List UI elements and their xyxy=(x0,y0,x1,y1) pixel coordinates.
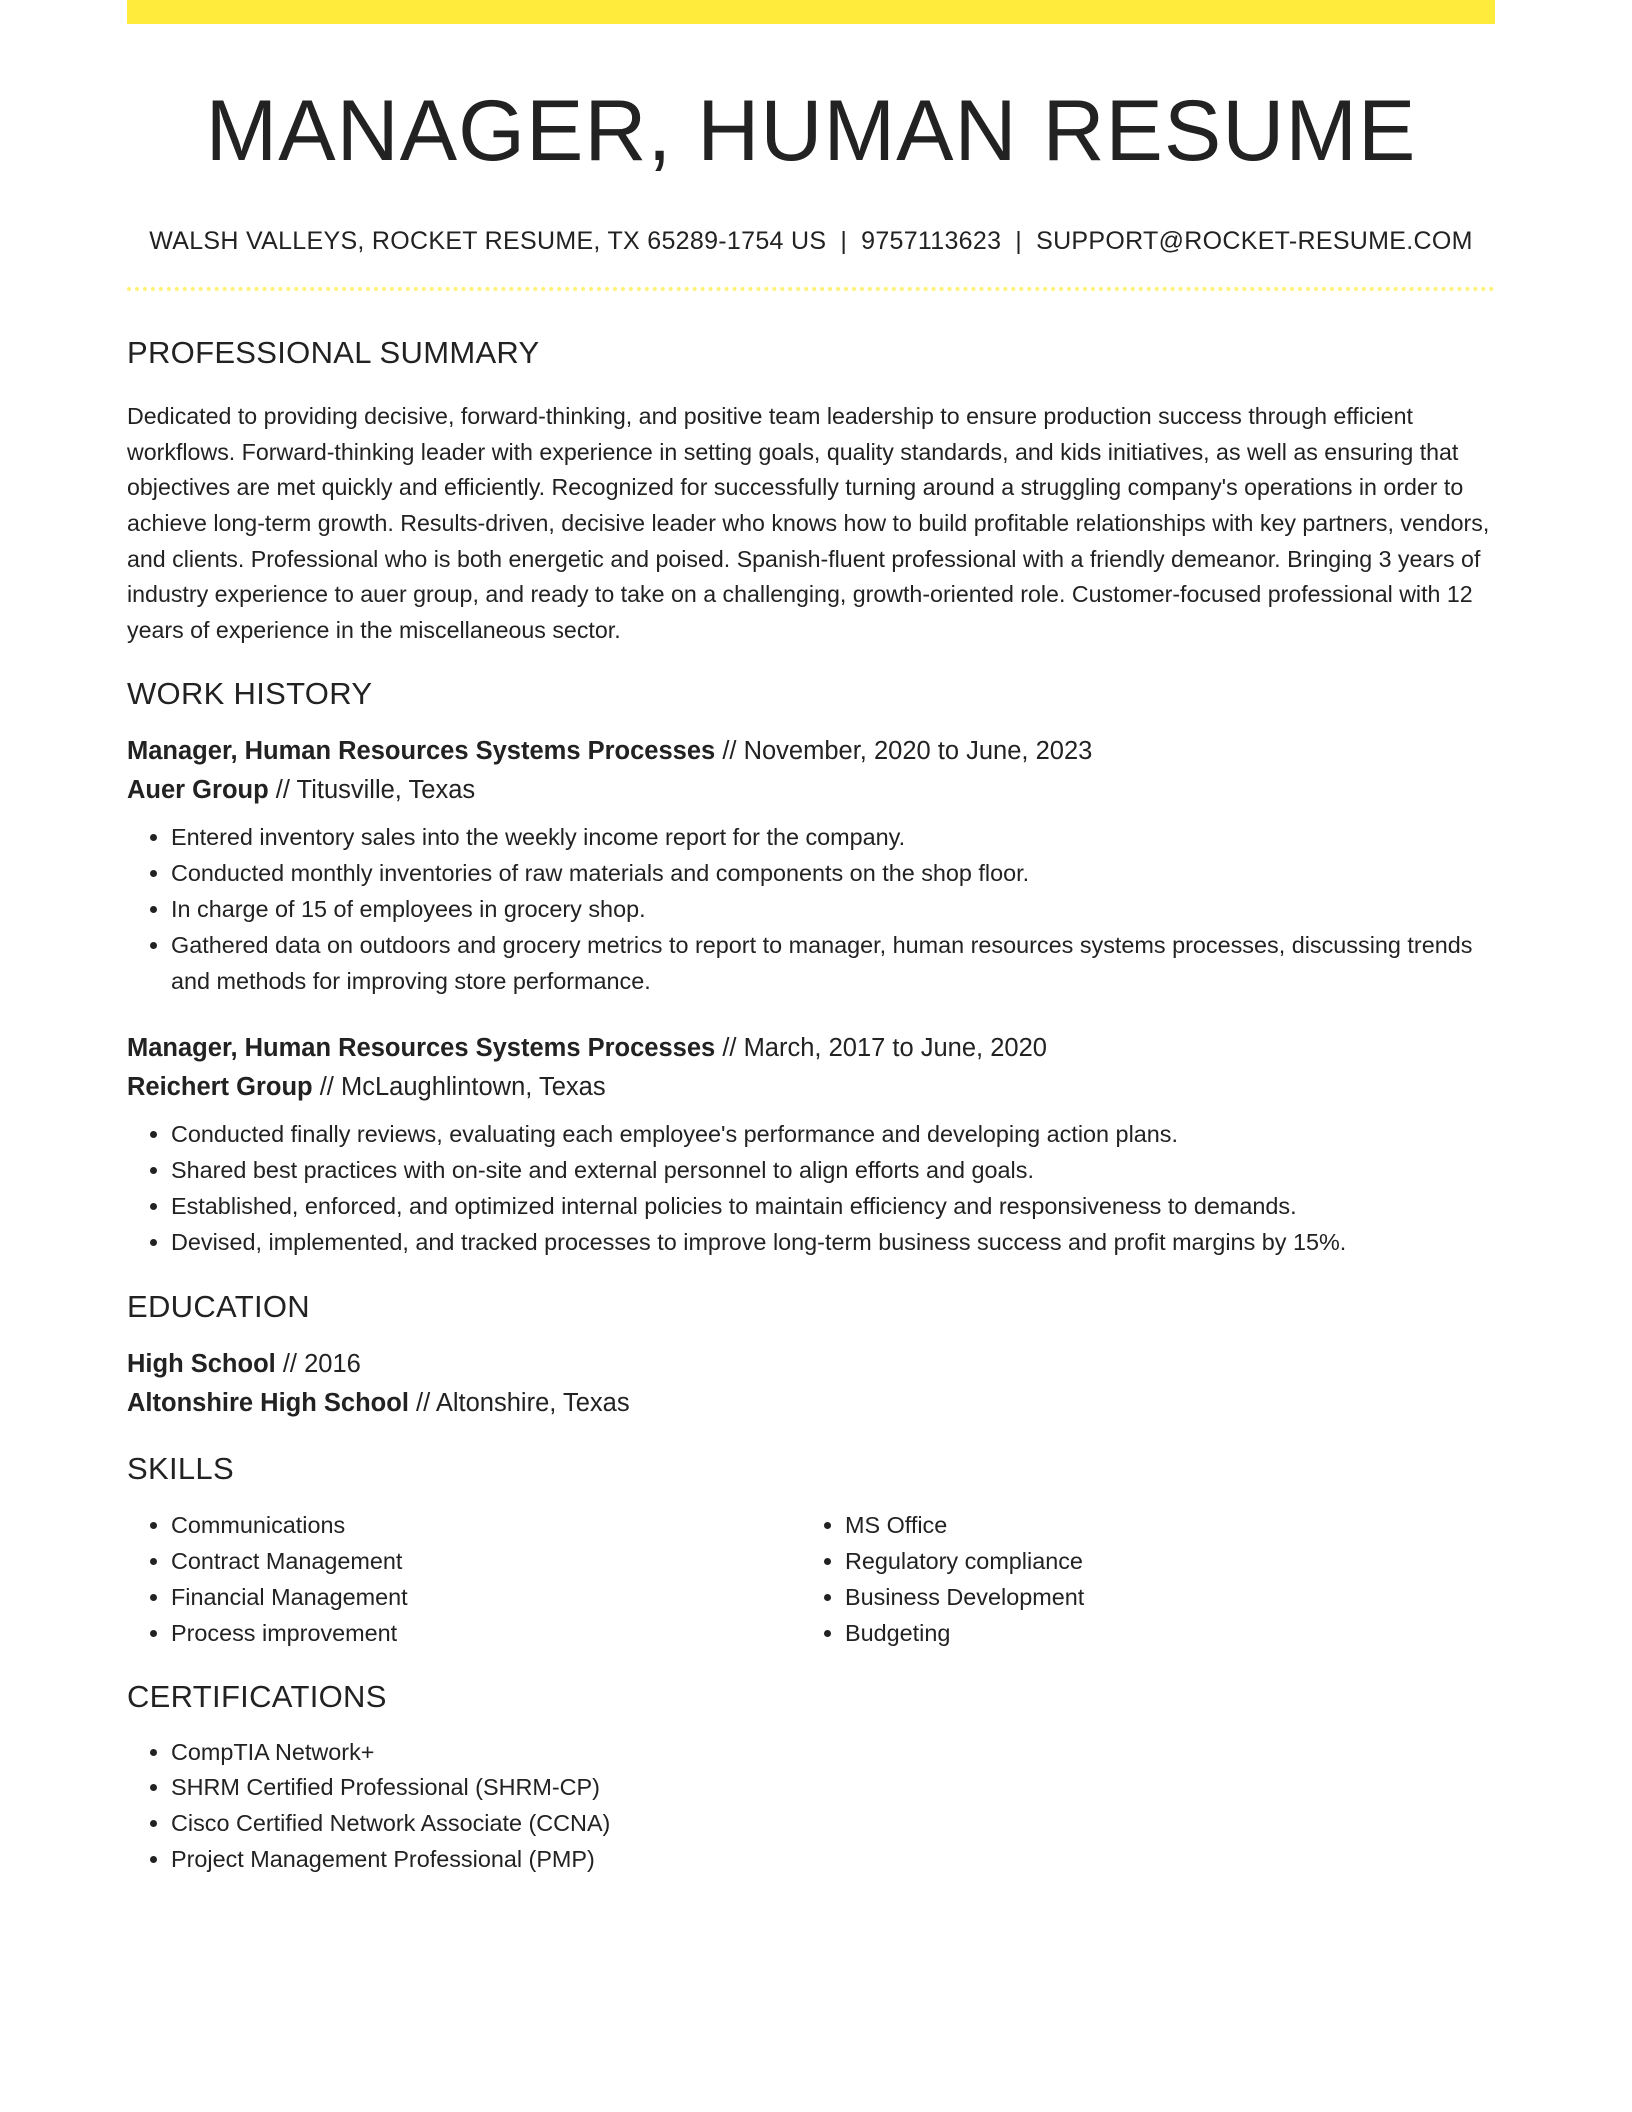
education-school: Altonshire High School xyxy=(127,1388,409,1417)
section-title-summary: PROFESSIONAL SUMMARY xyxy=(127,335,540,371)
job-dates: // March, 2017 to June, 2020 xyxy=(722,1034,1047,1063)
job-company-line xyxy=(127,1068,1495,1107)
education-school-line xyxy=(127,1384,1495,1423)
certification-item: • Project Management Professional (PMP) xyxy=(171,1842,1495,1878)
email: SUPPORT@ROCKET-RESUME.COM xyxy=(1036,227,1473,256)
job-bullet: • Established, enforced, and optimized internal policies to maintain efficiency and responsiveness to demands. xyxy=(171,1189,1495,1225)
separator: | xyxy=(1015,227,1023,256)
job-title-line xyxy=(127,1029,1495,1068)
certifications-list xyxy=(127,1735,1495,1878)
job-bullet: • Conducted monthly inventories of raw materials and components on the shop floor. xyxy=(171,856,1495,892)
job-company-line xyxy=(127,771,1495,810)
job-bullet: • Entered inventory sales into the weekly income report for the company. xyxy=(171,820,1495,856)
section-title-certifications: CERTIFICATIONS xyxy=(127,1678,387,1714)
job-bullets xyxy=(127,820,1495,999)
job-location: // McLaughlintown, Texas xyxy=(319,1073,606,1102)
education-year: // 2016 xyxy=(282,1349,361,1378)
skill-item: • Budgeting xyxy=(845,1615,1475,1651)
accent-bar xyxy=(127,0,1495,24)
contact-line xyxy=(127,225,1495,257)
education-degree: High School xyxy=(127,1349,276,1378)
certification-item: • CompTIA Network+ xyxy=(171,1735,1495,1771)
dotted-divider xyxy=(127,287,1495,291)
job-bullet: • In charge of 15 of employees in grocery shop. xyxy=(171,892,1495,928)
job-entry xyxy=(127,1029,1495,1260)
candidate-name: MANAGER, HUMAN RESUME xyxy=(205,83,1417,179)
job-bullets xyxy=(127,1117,1495,1260)
skill-item: • Contract Management xyxy=(171,1543,801,1579)
job-bullet: • Shared best practices with on-site and external personnel to align efforts and goals. xyxy=(171,1153,1495,1189)
section-title-skills: SKILLS xyxy=(127,1450,234,1486)
section-title-work-history: WORK HISTORY xyxy=(127,676,373,712)
skill-item: • Business Development xyxy=(845,1579,1475,1615)
skill-item: • Communications xyxy=(171,1507,801,1543)
summary-text: Dedicated to providing decisive, forward-thinking, and positive team leadership to ensure production success through efficient workflows. Forward-thinking leader with experience in setting goals, quality standards, and kids initiatives, as well as ensuring that objectives are met quickly and efficiently. Recognized for successfully turning around a struggling company's operations in order to achieve long-term growth. Results-driven, decisive leader who knows how to build profitable relationships with key partners, vendors, and clients. Professional who is both energetic and poised. Spanish-fluent professional with a friendly demeanor. Bringing 3 years of industry experience to auer group, and ready to take on a challenging, growth-oriented role. Customer-focused professional with 12 years of experience in the miscellaneous sector. xyxy=(127,403,1490,643)
skills-column-left xyxy=(127,1507,801,1651)
skills-column-right xyxy=(801,1507,1475,1651)
separator: | xyxy=(840,227,848,256)
skills-grid xyxy=(127,1507,1495,1651)
skill-item: • Financial Management xyxy=(171,1579,801,1615)
address: WALSH VALLEYS, ROCKET RESUME, TX 65289-1754 US xyxy=(149,227,827,256)
skill-item: • MS Office xyxy=(845,1507,1475,1543)
job-bullet: • Conducted finally reviews, evaluating each employee's performance and developing action plans. xyxy=(171,1117,1495,1153)
job-dates: // November, 2020 to June, 2023 xyxy=(722,737,1093,766)
skill-item: • Regulatory compliance xyxy=(845,1543,1475,1579)
job-bullet: • Gathered data on outdoors and grocery metrics to report to manager, human resources systems processes, discussing trends and methods for improving store performance. xyxy=(171,928,1495,1000)
education-entry xyxy=(127,1345,1495,1423)
job-title-line xyxy=(127,732,1495,771)
phone: 9757113623 xyxy=(861,227,1002,256)
job-role: Manager, Human Resources Systems Processes xyxy=(127,1034,716,1063)
job-entry xyxy=(127,732,1495,999)
job-bullet: • Devised, implemented, and tracked processes to improve long-term business success and profit margins by 15%. xyxy=(171,1225,1495,1261)
education-location: // Altonshire, Texas xyxy=(416,1388,630,1417)
job-company: Reichert Group xyxy=(127,1073,313,1102)
certification-item: • Cisco Certified Network Associate (CCNA) xyxy=(171,1806,1495,1842)
section-title-education: EDUCATION xyxy=(127,1288,310,1324)
job-location: // Titusville, Texas xyxy=(275,776,476,805)
job-role: Manager, Human Resources Systems Processes xyxy=(127,737,716,766)
certification-item: • SHRM Certified Professional (SHRM-CP) xyxy=(171,1770,1495,1806)
resume-page xyxy=(127,0,1495,1878)
skill-item: • Process improvement xyxy=(171,1615,801,1651)
job-company: Auer Group xyxy=(127,776,269,805)
education-degree-line xyxy=(127,1345,1495,1384)
